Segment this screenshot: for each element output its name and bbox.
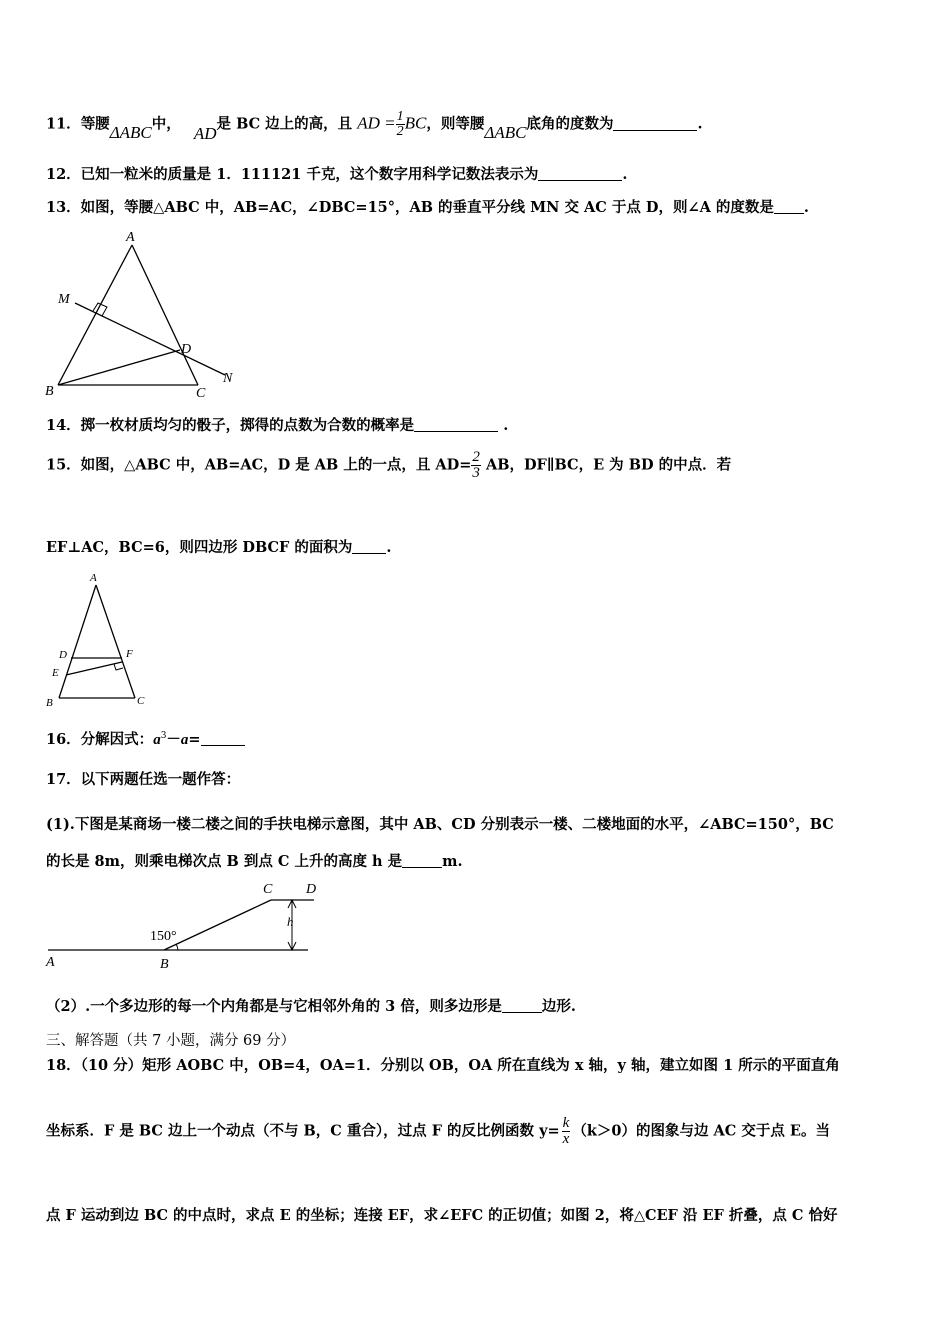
label-c: C — [196, 386, 206, 401]
figure-q17-escalator — [44, 876, 334, 976]
label-b: B — [45, 384, 54, 399]
label-d: D — [181, 342, 192, 357]
label-a: A — [46, 955, 55, 970]
question-11: 11．等腰ΔABC中， AD是 BC 边上的高，且 AD = $\frac{1}{2}$ BC，则等腰ΔABC底角的度数为 . — [46, 109, 703, 143]
label-a: A — [126, 230, 135, 245]
line-mn — [75, 303, 225, 375]
label-f: F — [126, 648, 133, 660]
label-e: E — [52, 667, 59, 679]
question-15: 15．如图，△ABC 中，AB=AC，D 是 AB 上的一点，且 AD= $\frac{2}{3}$ AB，DF∥BC，E 为 BD 的中点．若 — [46, 449, 732, 481]
question-18-line1: 18．（10 分）矩形 AOBC 中，OB=4，OA=1．分别以 OB，OA 所在直线为 x 轴，y 轴，建立如图 1 所示的平面直角 — [46, 1057, 840, 1074]
fraction-one-half: $\frac{1}{2}$ — [396, 109, 404, 139]
figure-q15-triangle — [44, 570, 154, 710]
ad-math: AD — [193, 123, 217, 143]
label-c: C — [137, 695, 145, 707]
triangle-abc-math: ΔABC — [109, 122, 152, 142]
segment-ef — [66, 662, 122, 675]
segment-ac — [132, 245, 198, 385]
label-n: N — [223, 371, 233, 386]
answer-blank-17-1[interactable] — [402, 853, 442, 868]
figure-q13-isosceles-triangle — [40, 225, 250, 400]
answer-blank-15[interactable] — [352, 539, 386, 554]
label-a: A — [90, 572, 97, 584]
answer-blank-12[interactable] — [538, 166, 622, 181]
answer-blank-11[interactable] — [613, 116, 697, 131]
question-18-line3: 点 F 运动到边 BC 的中点时，求点 E 的坐标；连接 EF，求∠EFC 的正切值；如图 2，将△CEF 沿 EF 折叠，点 C 恰好 — [46, 1207, 838, 1224]
angle-arc — [176, 944, 178, 950]
segment-ac — [96, 585, 135, 698]
answer-blank-13[interactable] — [774, 199, 804, 214]
section-3-heading: 三、解答题（共 7 小题，满分 69 分） — [46, 1033, 296, 1049]
question-12: 12．已知一粒米的质量是 1．111121 千克，这个数字用科学记数法表示为 . — [46, 166, 628, 183]
label-c: C — [263, 882, 273, 897]
triangle-abc-math-2: ΔABC — [484, 122, 527, 142]
question-15-line2: EF⊥AC，BC=6，则四边形 DBCF 的面积为 . — [46, 539, 392, 556]
label-angle: 150° — [150, 929, 177, 944]
question-18-line2: 坐标系．F 是 BC 边上一个动点（不与 B，C 重合），过点 F 的反比例函数 y= $\frac{k}{x}$ （k＞0）的图象与边 AC 交于点 E。当 — [46, 1115, 830, 1147]
question-17-part1: (1).下图是某商场一楼二楼之间的手扶电梯示意图，其中 AB、CD 分别表示一楼、二楼地面的水平，∠ABC=150°，BC — [46, 816, 834, 833]
answer-blank-14[interactable] — [414, 417, 498, 432]
escalator-bc — [164, 900, 271, 950]
label-d: D — [306, 882, 317, 897]
segment-bd — [58, 350, 180, 385]
fraction-two-thirds: $\frac{2}{3}$ — [472, 449, 480, 481]
question-17-title: 17．以下两题任选一题作答： — [46, 771, 241, 788]
fraction-k-over-x: $\frac{k}{x}$ — [562, 1115, 570, 1147]
right-angle-mark — [114, 664, 123, 670]
segment-ab — [59, 585, 96, 698]
question-17-part1-line2: 的长是 8m，则乘电梯次点 B 到点 C 上升的高度 h 是 m. — [46, 853, 463, 870]
label-h: h — [287, 914, 294, 929]
segment-ab — [58, 245, 132, 385]
ad-equation: AD = — [357, 113, 396, 133]
answer-blank-16[interactable] — [201, 731, 245, 746]
answer-blank-17-2[interactable] — [502, 998, 542, 1013]
question-16: 16．分解因式：$a^3-a=$ — [46, 728, 245, 749]
question-17-part2: （2）.一个多边形的每一个内角都是与它相邻外角的 3 倍，则多边形是 边形. — [46, 998, 576, 1015]
label-m: M — [58, 292, 70, 307]
label-d: D — [59, 649, 67, 661]
question-14: 14．掷一枚材质均匀的骰子，掷得的点数为合数的概率是 . — [46, 417, 509, 434]
label-b: B — [160, 957, 169, 972]
label-b: B — [46, 697, 53, 709]
question-13: 13．如图，等腰△ABC 中，AB=AC，∠DBC=15°，AB 的垂直平分线 MN 交 AC 于点 D，则∠A 的度数是 . — [46, 199, 809, 216]
